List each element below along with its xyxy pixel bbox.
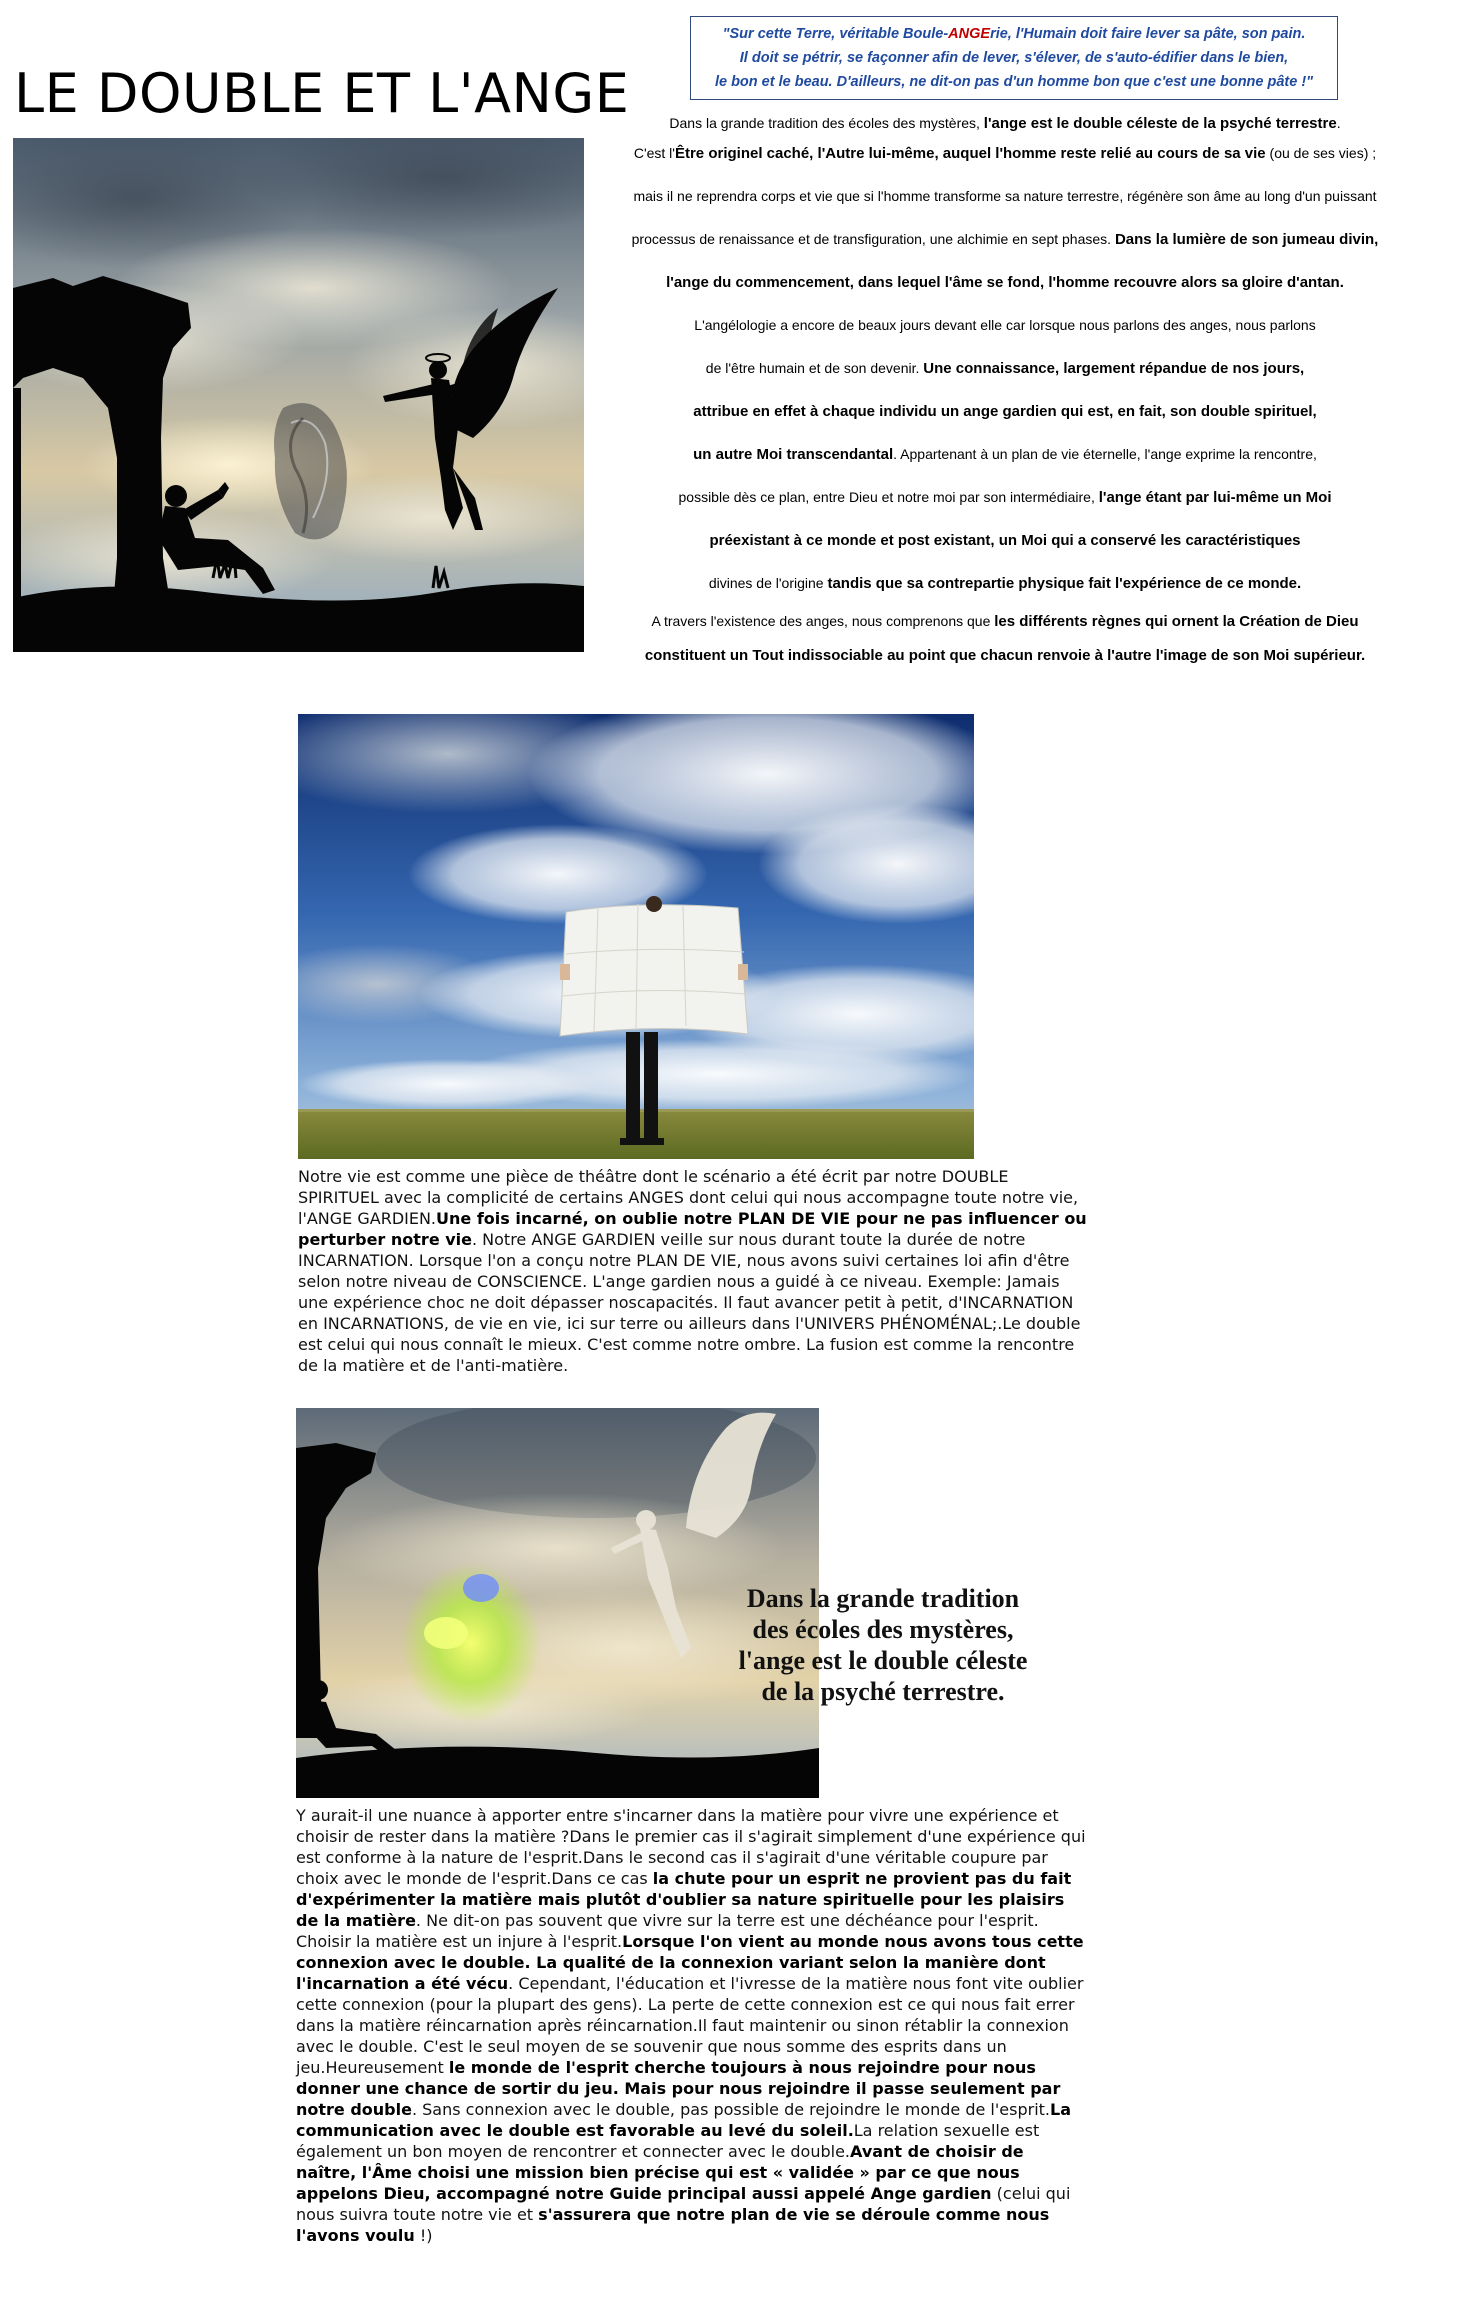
image-caption: Dans la grande tradition des écoles des mystères, l'ange est le double céleste de la psyché terrestre.	[738, 1584, 1028, 1706]
quote-line-2: Il doit se pétrir, se façonner afin de lever, s'élever, de s'auto-édifier dans le bien,	[739, 50, 1289, 66]
quote-line-1: "Sur cette Terre, véritable Boule-ANGErie, l'Humain doit faire lever sa pâte, son pain.	[722, 26, 1306, 42]
text-line: A travers l'existence des anges, nous comprenons que les différents règnes qui ornent la Création de Dieu	[651, 613, 1359, 630]
article-intro	[590, 106, 1420, 672]
text-line: un autre Moi transcendantal. Appartenant à un plan de vie éternelle, l'ange exprime la rencontre,	[693, 446, 1317, 463]
quote-line-3: le bon et le beau. D'ailleurs, ne dit-on pas d'un homme bon que c'est une bonne pâte !"	[714, 74, 1314, 90]
text-line: constituent un Tout indissociable au point que chacun renvoie à l'autre l'image de son Moi supérieur.	[644, 647, 1366, 664]
text-line: L'angélologie a encore de beaux jours devant elle car lorsque nous parlons des anges, nous parlons	[694, 317, 1316, 333]
text-line: de l'être humain et de son devenir. Une connaissance, largement répandue de nos jours,	[705, 360, 1305, 377]
paragraph-double-spirituel: Notre vie est comme une pièce de théâtre dont le scénario a été écrit par notre DOUBLE SPIRITUEL avec la complicité de certains ANGES dont celui qui nous accompagne toute notre vie, l'ANGE GARDIEN.Une fois incarné, on oublie notre PLAN DE VIE pour ne pas influencer ou perturber notre vie. Notre ANGE GARDIEN veille sur nous durant toute la durée de notre INCARNATION. Lorsque l'on a conçu notre PLAN DE VIE, nous avons suivi certaines loi afin d'être selon notre niveau de CONSCIENCE. L'ange gardien nous a guidé à ce niveau. Exemple: Jamais une expérience choc ne doit dépasser noscapacités. Il faut avancer petit à petit, d'INCARNATION en INCARNATIONS, de vie en vie, ici sur terre ou ailleurs dans l'UNIVERS PHÉNOMÉNAL;.Le double est celui qui nous connaît le mieux. C'est comme notre ombre. La fusion est comme la rencontre de la matière et de l'anti-matière.	[298, 1167, 1087, 1375]
quote-box	[690, 16, 1338, 100]
text-line: processus de renaissance et de transfiguration, une alchimie en sept phases. Dans la lumière de son jumeau divin,	[631, 231, 1379, 248]
text-line: l'ange du commencement, dans lequel l'âme se fond, l'homme recouvre alors sa gloire d'antan.	[666, 274, 1344, 291]
man-with-map-image	[298, 714, 974, 1159]
text-line: possible dès ce plan, entre Dieu et notre moi par son intermédiaire, l'ange étant par lui-même un Moi	[678, 489, 1332, 506]
angel-arch-image	[13, 138, 584, 652]
page-title: LE DOUBLE ET L'ANGE	[14, 62, 630, 125]
text-line: préexistant à ce monde et post existant, un Moi qui a conservé les caractéristiques	[709, 532, 1301, 549]
text-line: mais il ne reprendra corps et vie que si l'homme transforme sa nature terrestre, régénère son âme au long d'un puissant	[633, 188, 1377, 204]
text-line: C'est l'Être originel caché, l'Autre lui-même, auquel l'homme reste relié au cours de sa vie (ou de ses vies) ;	[633, 145, 1377, 162]
text-line: Dans la grande tradition des écoles des mystères, l'ange est le double céleste de la psyché terrestre.	[669, 115, 1341, 132]
text-line: attribue en effet à chaque individu un ange gardien qui est, en fait, son double spirituel,	[693, 403, 1317, 420]
paragraph-nuance-incarnation: Y aurait-il une nuance à apporter entre s'incarner dans la matière pour vivre une expérience et choisir de rester dans la matière ?Dans le premier cas il s'agirait simplement d'une expérience qui est conforme à la nature de l'esprit.Dans le second cas il s'agirait d'une véritable coupure par choix avec le monde de l'esprit.Dans ce cas la chute pour un esprit ne provient pas du fait d'expérimenter la matière mais plutôt d'oublier sa nature spirituelle pour les plaisirs de la matière. Ne dit-on pas souvent que vivre sur la terre est une déchéance pour l'esprit. Choisir la matière est un injure à l'esprit.Lorsque l'on vient au monde nous avons tous cette connexion avec le double. La qualité de la connexion variant selon la manière dont l'incarnation a été vécu. Cependant, l'éducation et l'ivresse de la matière nous font vite oublier cette connexion (pour la plupart des gens). La perte de cette connexion est ce qui nous fait errer dans la matière réincarnation après réincarnation.Il faut maintenir ou sinon rétablir la connexion avec le double. C'est le seul moyen de se souvenir que nous somme des esprits dans un jeu.Heureusement le monde de l'esprit cherche toujours à nous rejoindre pour nous donner une chance de sortir du jeu. Mais pour nous rejoindre il passe seulement par notre double. Sans connexion avec le double, pas possible de rejoindre le monde de l'esprit.La communication avec le double est favorable au levé du soleil.La relation sexuelle est également un bon moyen de rencontrer et connecter avec le double.Avant de choisir de naître, l'Âme choisi une mission bien précise qui est « validée » par ce que nous appelons Dieu, accompagné notre Guide principal aussi appelé Ange gardien (celui qui nous suivra toute notre vie et s'assurera que notre plan de vie se déroule comme nous l'avons voulu !)	[296, 1806, 1086, 2245]
text-line: divines de l'origine tandis que sa contrepartie physique fait l'expérience de ce monde.	[708, 575, 1302, 592]
